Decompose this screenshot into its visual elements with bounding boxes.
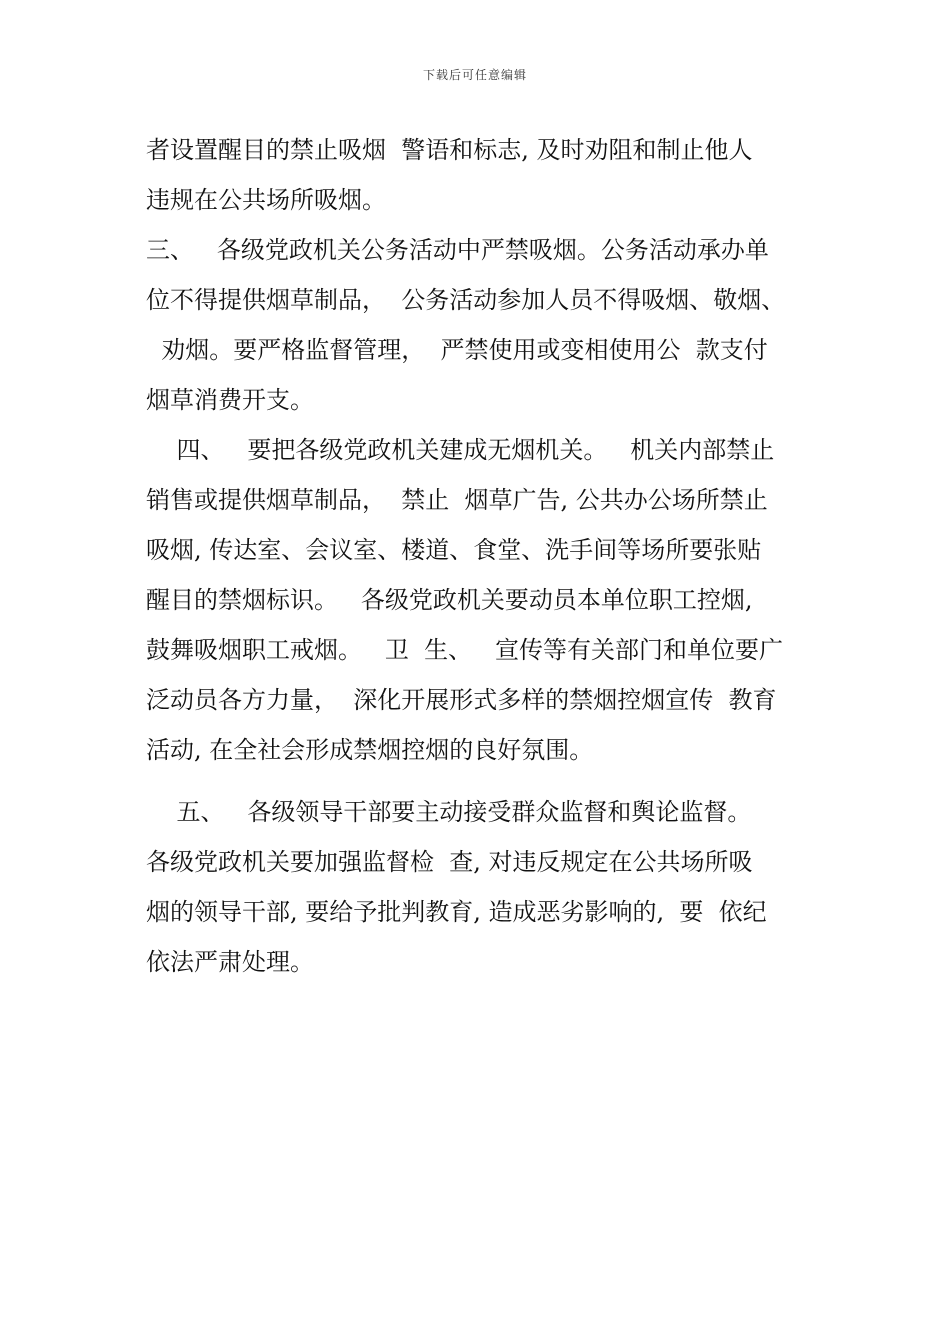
paragraph-4-line-2: 各级党政机关要加强监督检 查, 对违反规定在公共场所吸 — [146, 848, 753, 876]
paragraph-2-line-2: 位不得提供烟草制品， 公务活动参加人员不得吸烟、敬烟、 — [146, 286, 786, 314]
paragraph-3-line-5: 鼓舞吸烟职工戒烟。 卫 生、 宣传等有关部门和单位要广 — [146, 636, 784, 664]
paragraph-2-line-1: 三、 各级党政机关公务活动中严禁吸烟。公务活动承办单 — [146, 236, 769, 264]
paragraph-4-line-1: 五、 各级领导干部要主动接受群众监督和舆论监督。 — [146, 798, 752, 826]
paragraph-3-line-2: 销售或提供烟草制品， 禁止 烟草广告, 公共办公场所禁止 — [146, 486, 768, 514]
paragraph-3-line-7: 活动, 在全社会形成禁烟控烟的良好氛围。 — [146, 736, 594, 764]
paragraph-3-line-3: 吸烟, 传达室、会议室、楼道、食堂、洗手间等场所要张贴 — [146, 536, 762, 564]
paragraph-4-line-3: 烟的领导干部, 要给予批判教育, 造成恶劣影响的, 要 依纪 — [146, 898, 767, 926]
paragraph-3-line-4: 醒目的禁烟标识。 各级党政机关要动员本单位职工控烟, — [146, 586, 753, 614]
paragraph-4-line-4: 依法严肃处理。 — [146, 948, 314, 976]
paragraph-2-line-4: 烟草消费开支。 — [146, 386, 314, 414]
page-header: 下载后可任意编辑 — [422, 68, 527, 82]
paragraph-1-line-2: 违规在公共场所吸烟。 — [146, 186, 386, 214]
paragraph-1-line-1: 者设置醒目的禁止吸烟 警语和标志, 及时劝阻和制止他人 — [146, 136, 753, 164]
paragraph-3-line-1: 四、 要把各级党政机关建成无烟机关。 机关内部禁止 — [146, 436, 775, 464]
paragraph-3-line-6: 泛动员各方力量， 深化开展形式多样的禁烟控烟宣传 教育 — [146, 686, 777, 714]
paragraph-2-line-3: 劝烟。要严格监督管理， 严禁使用或变相使用公 款支付 — [146, 336, 768, 364]
